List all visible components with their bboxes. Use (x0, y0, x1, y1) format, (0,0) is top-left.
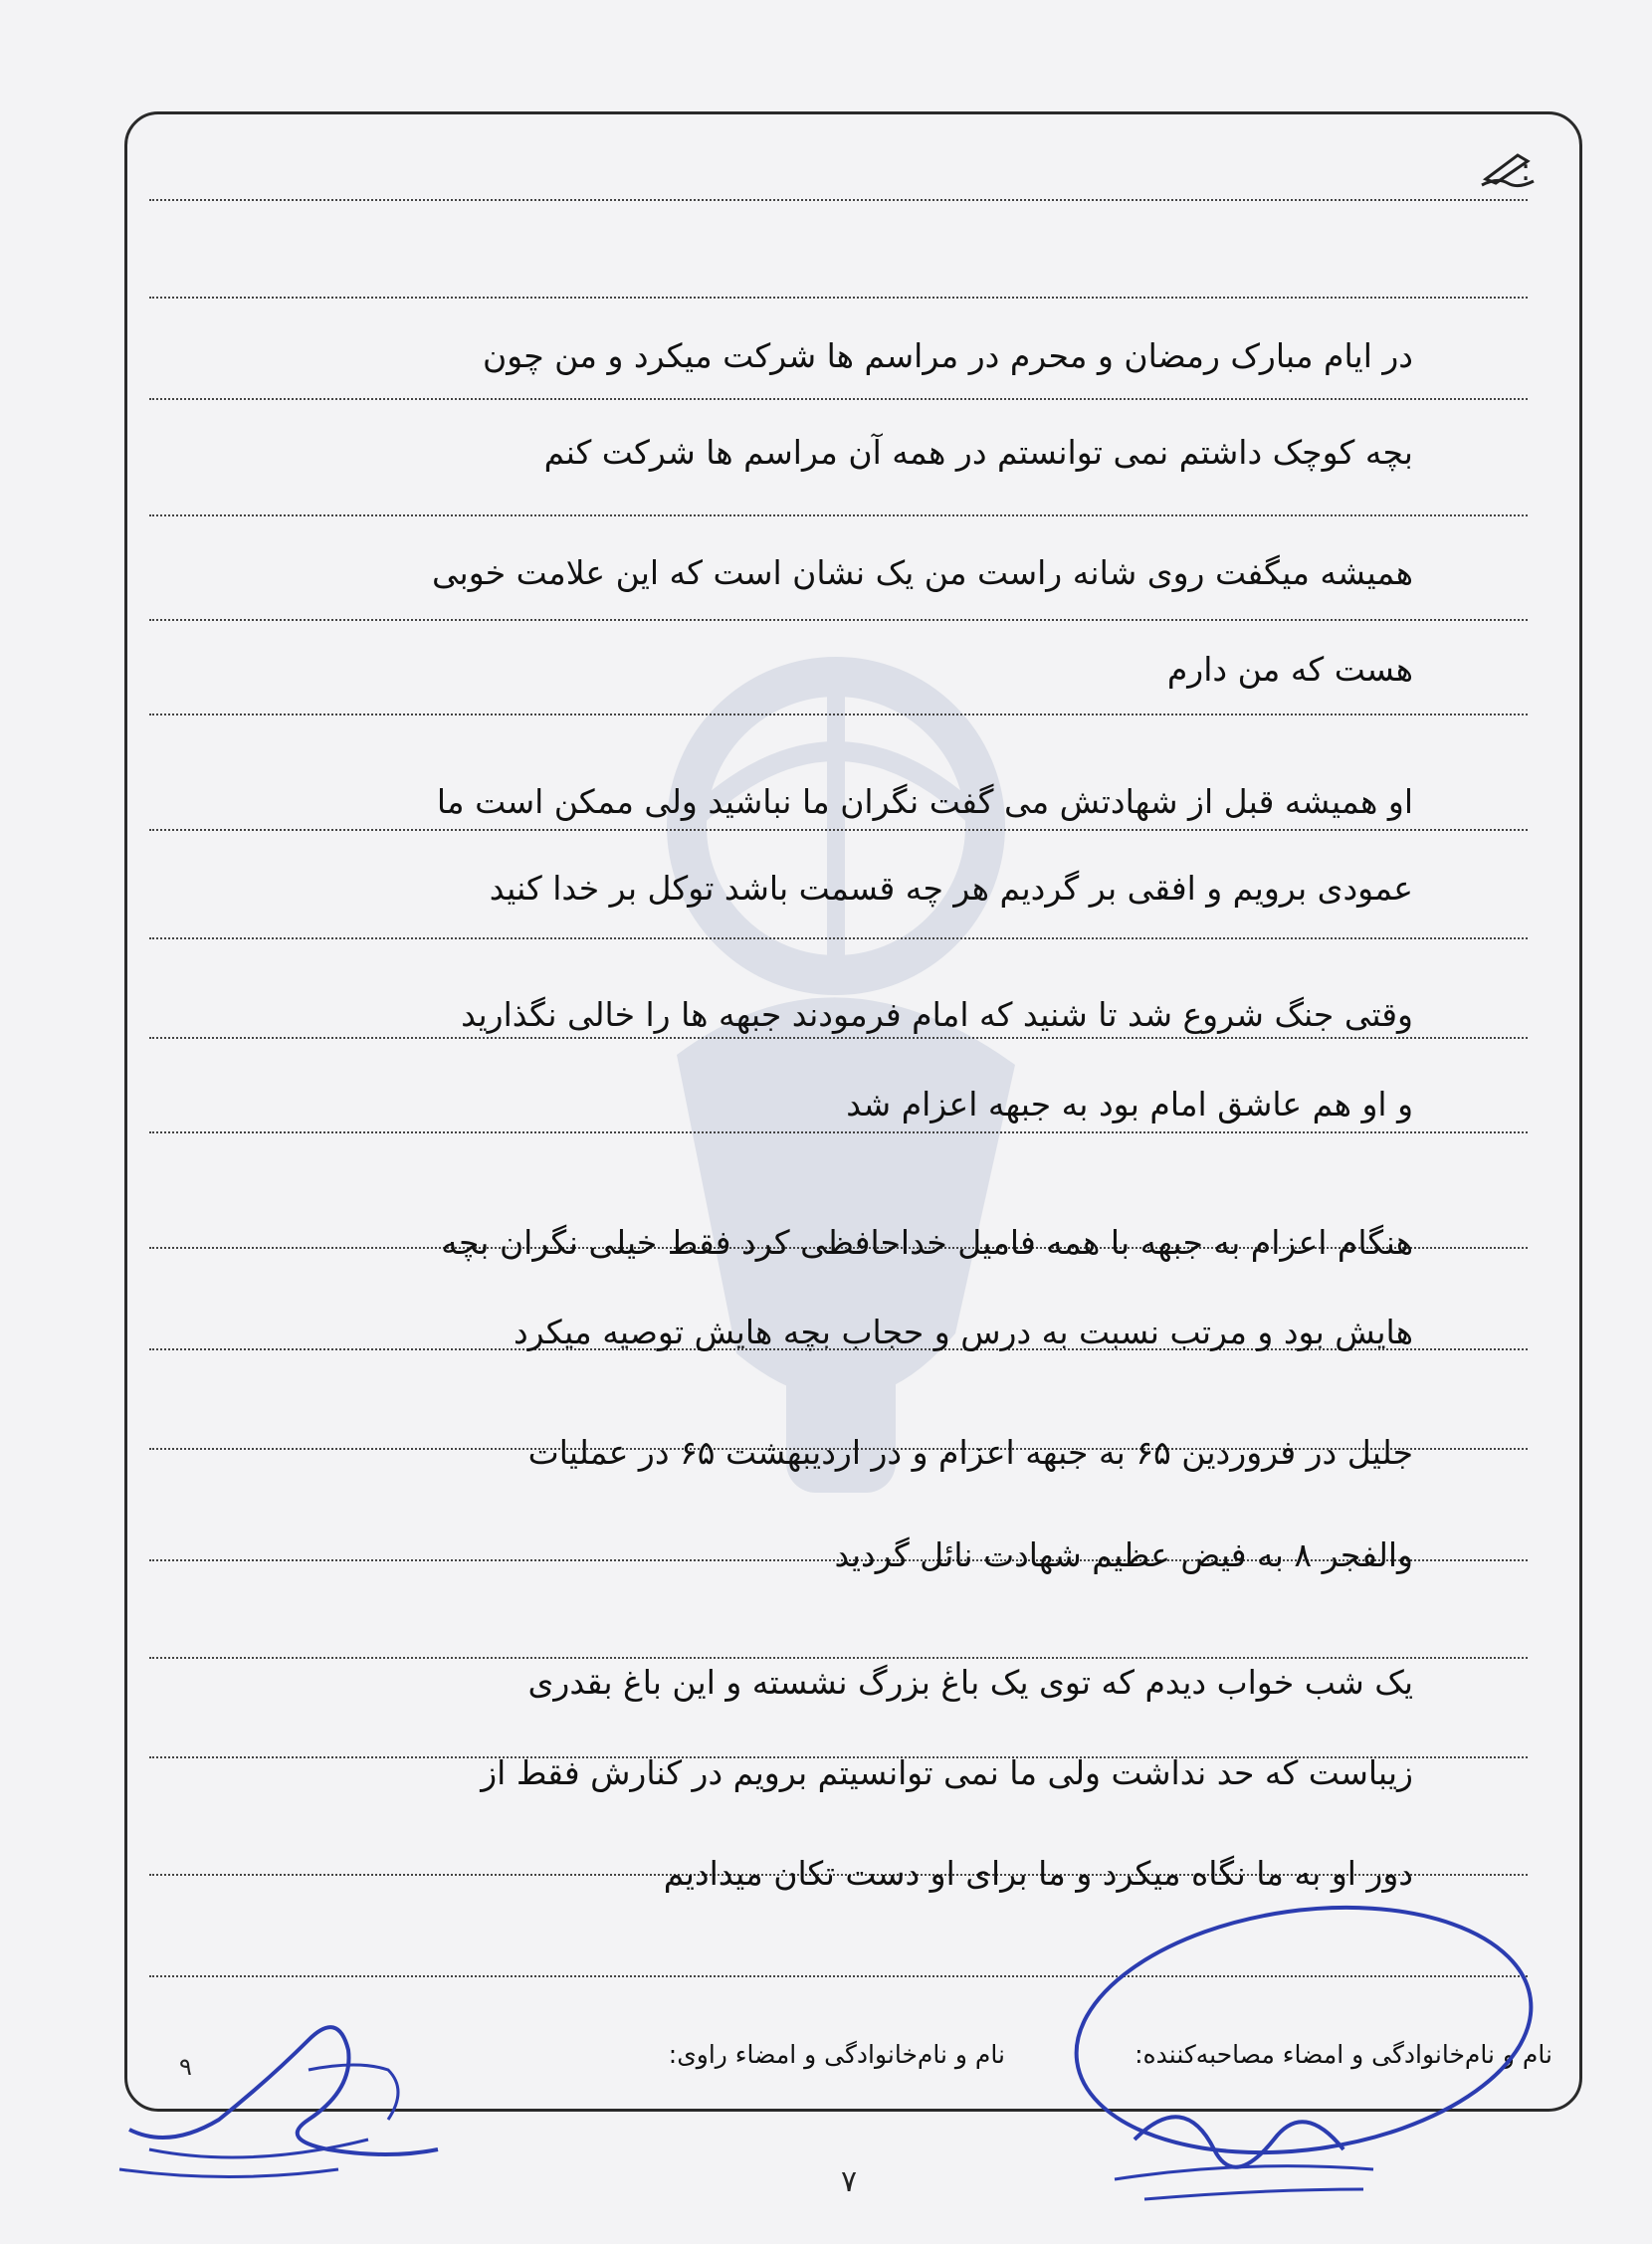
ruled-line (149, 199, 1528, 201)
interviewer-signature (1045, 1891, 1562, 2219)
ruled-line (149, 514, 1528, 516)
narrative-line: وقتی جنگ شروع شد تا شنید که امام فرمودند جبهه ها را خالی نگذارید (461, 995, 1413, 1034)
narrative-line: او همیشه قبل از شهادتش می گفت نگران ما نباشید ولی ممکن است ما (436, 782, 1413, 821)
corner-number: ۹ (179, 2053, 192, 2081)
narrator-signature-label: نام و نام‌خانوادگی و امضاء راوی: (668, 2040, 1005, 2069)
narrative-line: هایش بود و مرتب نسبت به درس و حجاب بچه هایش توصیه میکرد (513, 1313, 1413, 1351)
narrative-line: همیشه میگفت روی شانه راست من یک نشان است که این علامت خوبی (432, 553, 1413, 592)
page-number: ۷ (841, 2164, 858, 2199)
narrative-line: عمودی برویم و افقی بر گردیم هر چه قسمت باشد توکل بر خدا کنید (489, 869, 1413, 908)
narrative-line: دور او به ما نگاه میکرد و ما برای او دست تکان میدادیم (663, 1854, 1413, 1893)
header-marker: : (1521, 153, 1532, 188)
interviewer-signature-label: نام و نام‌خانوادگی و امضاء مصاحبه‌کننده: (1135, 2040, 1552, 2069)
narrative-line: یک شب خواب دیدم که توی یک باغ بزرگ نشسته و این باغ بقدری (527, 1663, 1413, 1702)
narrative-line: جلیل در فروردین ۶۵ به جبهه اعزام و در اردیبهشت ۶۵ در عملیات (527, 1433, 1413, 1472)
narrative-line: والفجر ۸ به فیض عظیم شهادت نائل گردید (834, 1535, 1413, 1574)
narrative-line: بچه کوچک داشتم نمی توانستم در همه آن مراسم ها شرکت کنم (543, 433, 1413, 472)
ruled-line (149, 297, 1528, 299)
ruled-line (149, 937, 1528, 939)
narrative-line: هست که من دارم (1166, 650, 1413, 689)
ruled-line (149, 619, 1528, 621)
narrative-line: و او هم عاشق امام بود به جبهه اعزام شد (846, 1085, 1413, 1123)
narrative-line: در ایام مبارک رمضان و محرم در مراسم ها شرکت میکرد و من چون (483, 336, 1413, 375)
narrative-line: زیباست که حد نداشت ولی ما نمی توانسیتم برویم در کنارش فقط از (481, 1753, 1413, 1792)
narrator-signature (109, 2000, 488, 2199)
ruled-line (149, 714, 1528, 715)
ruled-line (149, 398, 1528, 400)
narrative-line: هنگام اعزام به جبهه با همه فامیل خداحافظی کرد فقط خیلی نگران بچه (441, 1223, 1413, 1262)
